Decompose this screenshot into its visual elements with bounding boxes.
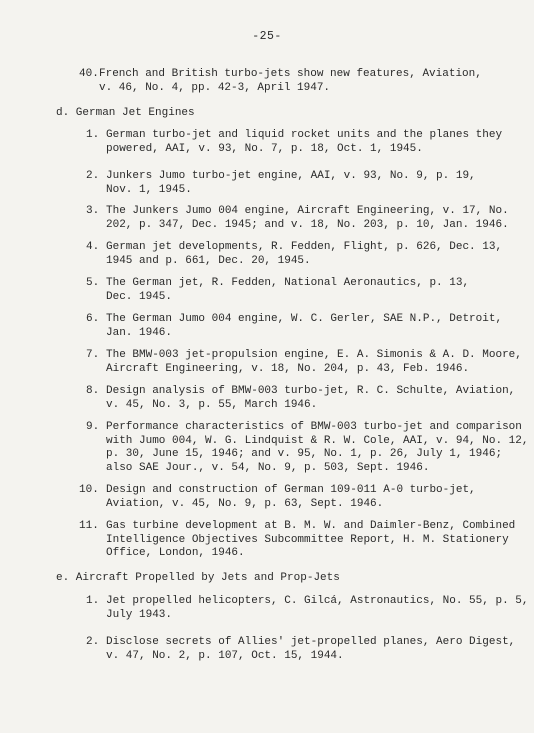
entry-number: 1. — [86, 595, 100, 607]
entry-number: 11. — [79, 520, 99, 532]
entry-line: 1945 and p. 661, Dec. 20, 1945. — [106, 254, 311, 267]
entry-line: German turbo-jet and liquid rocket units and the planes they — [106, 129, 503, 141]
entry-line: Aircraft Engineering, v. 18, No. 204, p. 43, Feb. 1946. — [106, 362, 470, 375]
entry-line: v. 47, No. 2, p. 107, Oct. 15, 1944. — [106, 649, 344, 662]
entry-number: 10. — [79, 484, 99, 496]
entry-number: 2. — [86, 636, 100, 648]
section-heading: e. Aircraft Propelled by Jets and Prop-Jets — [56, 572, 340, 584]
entry-line: Dec. 1945. — [106, 290, 173, 303]
entry-line: v. 45, No. 3, p. 55, March 1946. — [106, 398, 318, 411]
entry-line: Performance characteristics of BMW-003 turbo-jet and comparison — [106, 421, 522, 433]
entry-line: July 1943. — [106, 608, 173, 621]
entry-line: Design analysis of BMW-003 turbo-jet, R. C. Schulte, Aviation, — [106, 385, 516, 397]
entry-line: The BMW-003 jet-propulsion engine, E. A. Simonis & A. D. Moore, — [106, 349, 522, 361]
entry-number: 6. — [86, 313, 100, 325]
entry-number: 2. — [86, 170, 100, 182]
bibliography-entry — [86, 636, 516, 704]
entry-number: 40. — [79, 68, 99, 80]
section-heading: d. German Jet Engines — [56, 107, 195, 119]
entry-line: The Junkers Jumo 004 engine, Aircraft Engineering, v. 17, No. — [106, 205, 509, 217]
entry-line: Intelligence Objectives Subcommittee Report, H. M. Stationery — [106, 533, 509, 546]
entry-number: 4. — [86, 241, 100, 253]
entry-line: French and British turbo-jets show new features, Aviation, — [99, 68, 482, 80]
entry-number: 5. — [86, 277, 100, 289]
entry-line: 202, p. 347, Dec. 1945; and v. 18, No. 203, p. 10, Jan. 1946. — [106, 218, 509, 231]
entry-line: Gas turbine development at B. M. W. and Daimler-Benz, Combined — [106, 520, 516, 532]
entry-number: 1. — [86, 129, 100, 141]
entry-line: Aviation, v. 45, No. 9, p. 63, Sept. 1946. — [106, 497, 384, 510]
entry-number: 8. — [86, 385, 100, 397]
entry-number: 7. — [86, 349, 100, 361]
entry-line: powered, AAI, v. 93, No. 7, p. 18, Oct. 1, 1945. — [106, 142, 423, 155]
entry-line: The German Jumo 004 engine, W. C. Gerler, SAE N.P., Detroit, — [106, 313, 503, 325]
entry-line: with Jumo 004, W. G. Lindquist & R. W. Cole, AAI, v. 94, No. 12, — [106, 434, 529, 447]
entry-line: Design and construction of German 109-011 A-0 turbo-jet, — [106, 484, 476, 496]
entry-line: Nov. 1, 1945. — [106, 183, 192, 196]
entry-line: Disclose secrets of Allies' jet-propelled planes, Aero Digest, — [106, 636, 516, 648]
entry-line: Junkers Jumo turbo-jet engine, AAI, v. 93, No. 9, p. 19, — [106, 170, 476, 182]
entry-line: v. 46, No. 4, pp. 42-3, April 1947. — [99, 81, 331, 94]
entry-line: Jan. 1946. — [106, 326, 173, 339]
entry-line: Office, London, 1946. — [106, 547, 245, 559]
entry-line: p. 30, June 15, 1946; and v. 95, No. 1, p. 26, July 1, 1946; — [106, 448, 503, 460]
entry-line: The German jet, R. Fedden, National Aeronautics, p. 13, — [106, 277, 470, 289]
entry-line: also SAE Jour., v. 54, No. 9, p. 503, Sept. 1946. — [106, 461, 430, 474]
entry-line: German jet developments, R. Fedden, Flight, p. 626, Dec. 13, — [106, 241, 503, 253]
entry-number: 3. — [86, 205, 100, 217]
page-number: -25- — [252, 30, 282, 43]
entry-number: 9. — [86, 421, 100, 433]
entry-line: Jet propelled helicopters, C. Gilcá, Astronautics, No. 55, p. 5, — [106, 595, 529, 607]
